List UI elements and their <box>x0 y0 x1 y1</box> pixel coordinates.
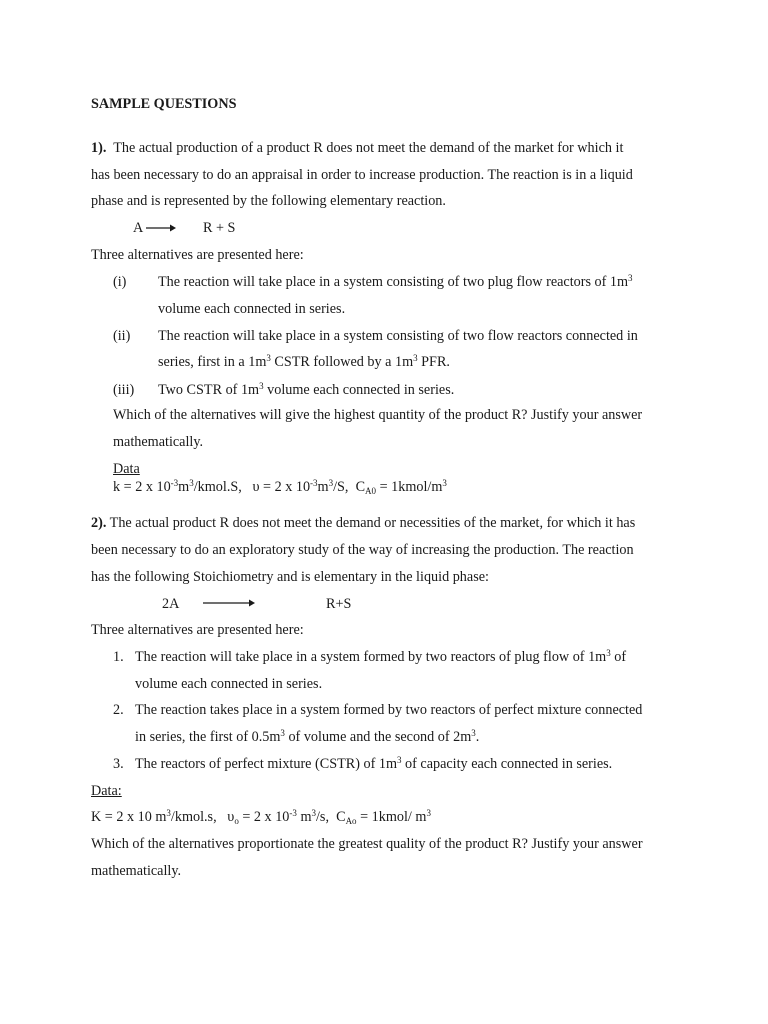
q2-item-3-marker: 3. <box>113 756 124 772</box>
q2-reaction-left: 2A <box>162 596 180 612</box>
q1-number: 1). <box>91 140 107 156</box>
q2-text-1: The actual product R does not meet the demand or necessities of the market, for which it has <box>109 515 636 531</box>
q2-intro: Three alternatives are presented here: <box>91 622 304 638</box>
q1-data-values: k = 2 x $10^{-3}m^3/kmol.S$, υ = 2 x $10^{-3}m^3/S$, $C_{A0}$ = $1kmol/m^3$ <box>113 478 447 496</box>
q2-item-2-marker: 2. <box>113 702 124 718</box>
q1-intro: Three alternatives are presented here: <box>91 247 304 263</box>
page-heading: SAMPLE QUESTIONS <box>91 96 237 112</box>
q1-item-2-line-1: The reaction will take place in a system consisting of two flow reactors connected in <box>158 328 638 344</box>
q2-item-1-line-2: volume each connected in series. <box>135 676 323 692</box>
q1-text-1: The actual production of a product R does not meet the demand of the market for which it <box>113 140 624 156</box>
q2-item-1-marker: 1. <box>113 649 124 665</box>
q1-reaction-left: A <box>133 220 144 236</box>
q2-data-values: K = 2 x 10 $m^3/kmol.s$, $\upsilon_o = 2$ x $10^{-3}$ $m^3/s$, $C_{Ao}$ = 1kmol/ $m^3$ <box>91 808 431 826</box>
q1-item-2-marker: (ii) <box>113 328 131 344</box>
q1-item-3-marker: (iii) <box>113 382 135 398</box>
q1-line-3: phase and is represented by the following elementary reaction. <box>91 193 446 209</box>
q2-item-3-line-1: The reactors of perfect mixture (CSTR) of $1m^3$ of capacity each connected in series. <box>135 755 613 772</box>
q2-question-2: mathematically. <box>91 863 182 879</box>
q2-item-1-line-1: The reaction will take place in a system formed by two reactors of plug flow of $1m^3$ of <box>135 648 627 665</box>
q2-line-1 <box>91 514 635 532</box>
q1-data-label: Data <box>113 461 140 477</box>
q1-line-1 <box>91 139 623 157</box>
q2-number: 2). <box>91 515 107 531</box>
q1-question-2: mathematically. <box>113 434 204 450</box>
q2-item-2-line-1: The reaction takes place in a system formed by two reactors of perfect mixture connected <box>135 702 643 718</box>
q1-reaction-right: R + S <box>203 220 236 236</box>
q2-line-2: been necessary to do an exploratory study of the way of increasing the production. The reaction <box>91 542 634 558</box>
q1-item-1-line-2: volume each connected in series. <box>158 301 346 317</box>
q1-question-1: Which of the alternatives will give the highest quantity of the product R? Justify your answer <box>113 407 643 423</box>
q1-item-3-line-1: Two CSTR of $1m^3$ volume each connected in series. <box>158 381 455 398</box>
q1-item-1-line-1: The reaction will take place in a system consisting of two plug flow reactors of $1m^3$ <box>158 273 633 290</box>
q1-item-2-line-2: series, first in a $1m^3$ CSTR followed by a $1m^3$ PFR. <box>158 353 450 370</box>
q1-reaction-arrow-icon <box>146 222 176 234</box>
q2-reaction-right: R+S <box>326 596 352 612</box>
q2-line-3: has the following Stoichiometry and is elementary in the liquid phase: <box>91 569 489 585</box>
q2-data-label: Data: <box>91 783 122 799</box>
q1-line-2: has been necessary to do an appraisal in order to increase production. The reaction is in a liquid <box>91 167 633 183</box>
q2-reaction-arrow-icon <box>203 597 255 609</box>
q2-item-2-line-2: in series, the first of $0.5m^3$ of volume and the second of $2m^3$. <box>135 728 480 745</box>
q1-item-1-marker: (i) <box>113 274 127 290</box>
q2-question-1: Which of the alternatives proportionate the greatest quality of the product R? Justify your answer <box>91 836 643 852</box>
